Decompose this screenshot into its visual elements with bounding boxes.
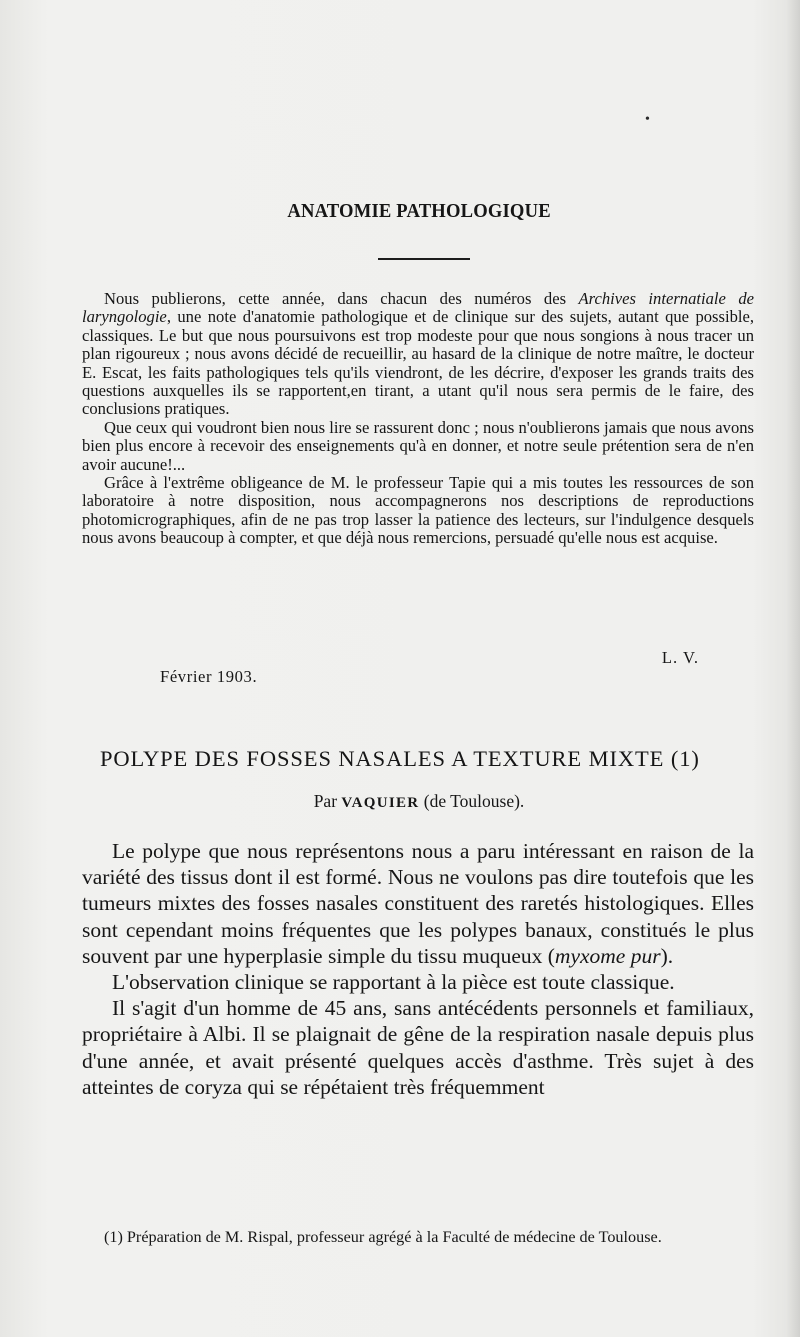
body-paragraph: L'observation clinique se rapportant à la pièce est toute classique. — [112, 970, 675, 995]
section-heading: ANATOMIE PATHOLOGIQUE — [287, 200, 551, 222]
article-byline: Par VAQUIER (de Toulouse). — [313, 791, 525, 811]
intro-paragraph: Grâce à l'extrême obligeance de M. le professeur Tapie qui a mis toutes les ressources de son laboratoire à notre disposition, nous accompagnerons nos descriptions de reproductions photomicrographiques, afin de ne pas trop lasser la patience des lecteurs, sur l'indulgence desquels nous avons beaucoup à compter, et que déjà nous remercions, persuadé qu'elle nous est acquise. — [82, 473, 754, 548]
intro-paragraph: Nous publierons, cette année, dans chacun des numéros des Archives internatiale de laryngologie, une note d'anatomie pathologique et de clinique sur des sujets, autant que possible, classiques. Le but que nous poursuivons est trop modeste pour que nous songions à nous tracer un plan rigoureux ; nous avons décidé de recueillir, au hasard de la clinique de notre maître, le docteur E. Escat, les faits pathologiques tels qu'ils viendront, de les décrire, d'exposer les grands traits des questions auxquelles ils se rapportent,en tirant, a utant qu'il nous sera permis de le faire, des conclusions pratiques. — [82, 289, 755, 419]
intro-text — [82, 290, 754, 548]
page-edge-shadow — [786, 0, 800, 1337]
footnote-text: (1) Préparation de M. Rispal, professeur agrégé à la Faculté de médecine de Toulouse. — [104, 1228, 662, 1246]
intro-signature-block — [82, 645, 754, 689]
signature-initials: L. V. — [661, 648, 699, 667]
article-title: POLYPE DES FOSSES NASALES A TEXTURE MIXTE (1) — [100, 746, 700, 771]
body-paragraph: Le polype que nous représentons nous a paru intéressant en raison de la variété des tissus dont il est formé. Nous ne voulons pas dire toutefois que les tumeurs mixtes des fosses nasales constituent des raretés histologiques. Elles sont cependant moins fréquentes que les polypes banaux, constitués le plus souvent par une hyperplasie simple du tissu muqueux (myxome pur). — [82, 839, 754, 968]
author-name: VAQUIER — [341, 795, 420, 811]
printer-mark: • — [645, 112, 650, 127]
intro-paragraph: Que ceux qui voudront bien nous lire se rassurent donc ; nous n'oublierons jamais que nous avons bien plus encore à recevoir des enseignements qu'à en donner, et notre seule prétention sera de n'en avoir aucune!... — [82, 417, 754, 474]
journal-title: Archives internatiale de laryngologie — [82, 289, 755, 327]
intro-date: Février 1903. — [160, 667, 258, 686]
footnote — [82, 1228, 754, 1246]
heading-rule — [378, 258, 470, 260]
article-body — [82, 838, 754, 1100]
body-paragraph: Il s'agit d'un homme de 45 ans, sans antécédents personnels et familiaux, propriétaire à Albi. Il se plaignait de gêne de la respiration nasale depuis plus d'une année, et avait présenté quelques accès d'asthme. Très sujet à des atteintes de coryza qui se répétaient très fréquemment — [82, 996, 754, 1099]
italic-term: myxome pur — [554, 943, 661, 968]
